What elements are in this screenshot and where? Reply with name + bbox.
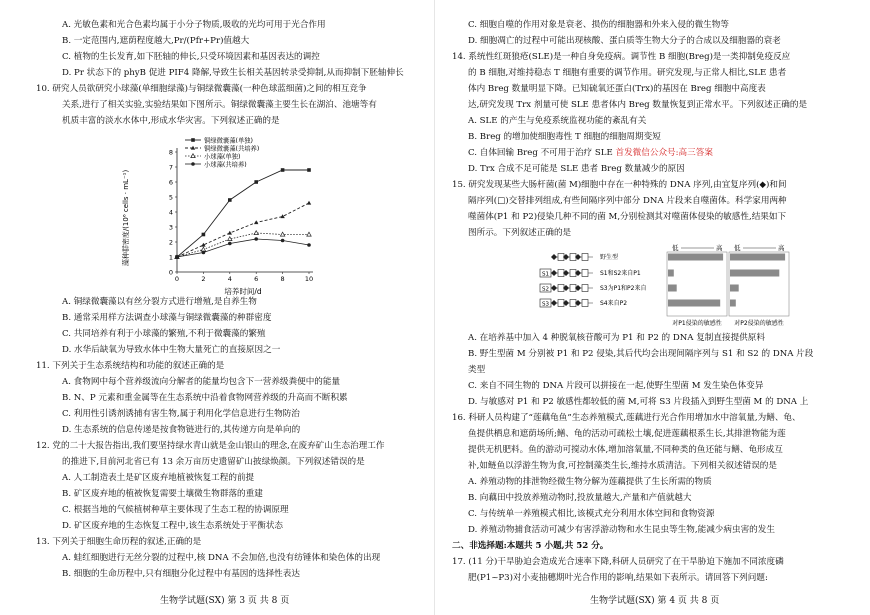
q10-stem-2: 关系,进行了相关实验,实验结果如下图所示。铜绿微囊藻主要生长在湖泊、池塘等有 xyxy=(62,100,377,110)
data-point xyxy=(228,198,232,202)
panel-title: 对P2侵染的敏感性 xyxy=(734,320,784,327)
data-point xyxy=(307,232,311,236)
fig15-row-label: 野生型 xyxy=(600,254,619,262)
data-point xyxy=(281,168,285,172)
spacer-box xyxy=(582,300,588,307)
q15-option-b: B. 野生型菌 M 分别被 P1 和 P2 侵染,其后代均会出现间隔序列与 S1 和 S2 的 DNA 片段 xyxy=(468,349,814,359)
q15-stem-3: 噬菌体(P1 和 P2)侵染几种不同的菌 M,分别检测其对噬菌体侵染的敏感性,结果如下 xyxy=(468,212,787,222)
section-heading: 二、非选择题:本题共 5 小题,共 52 分。 xyxy=(452,541,609,551)
legend-marker xyxy=(191,138,195,142)
q9-option-c: C. 植物的生长发育,如下胚轴的伸长,只受环境因素和基因表达的调控 xyxy=(62,52,320,62)
left-page xyxy=(0,0,425,615)
q10-option-a: A. 铜绿微囊藻以有丝分裂方式进行增殖,是自养生物 xyxy=(62,297,257,307)
q15-option-b-cont: 类型 xyxy=(468,365,486,375)
repeat-diamond xyxy=(551,254,557,260)
q11-option-c: C. 利用性引诱剂诱捕有害生物,属于利用化学信息进行生物防治 xyxy=(62,409,300,419)
q15-stem-4: 图所示。下列叙述正确的是 xyxy=(468,228,572,238)
data-point xyxy=(307,201,311,205)
y-tick-label: 4 xyxy=(168,208,173,217)
chart-xlabel: 培养时间/d xyxy=(224,287,262,296)
q15-figure xyxy=(540,244,785,330)
q10-stem-1: 10. 研究人员欲研究小球藻(单细胞绿藻)与铜绿微囊藻(一种色球蓝细菌)之间的相互竞争 xyxy=(36,84,367,94)
p1-sensitivity-bar xyxy=(668,270,674,277)
q13-option-d: D. 细胞凋亡的过程中可能出现核酸、蛋白质等生物大分子的合成以及细胞器的衰老 xyxy=(468,36,781,46)
q12-stem-1: 12. 党的二十大报告指出,我们要坚持绿水青山就是金山银山的理念,在废弃矿山生态治理工作 xyxy=(36,441,385,451)
data-point xyxy=(281,239,285,243)
q10-option-c: C. 共同培养有利于小球藻的繁殖,不利于微囊藻的繁殖 xyxy=(62,329,266,339)
y-tick-label: 6 xyxy=(168,178,173,187)
q14-stem-4: 达,研究发现 Trx 剂量可使 SLE 患者体内 Breg 数量恢复到正常水平。下列叙述正确的是 xyxy=(468,100,808,110)
q13-option-b: B. 细胞的生命历程中,只有细胞分化过程中有基因的选择性表达 xyxy=(62,569,300,579)
q16-stem-4: 补,如鲢鱼以浮游生物为食,可控制藻类生长,维持水质清洁。下列相关叙述错误的是 xyxy=(468,461,777,471)
q11-stem: 11. 下列关于生态系统结构和功能的叙述正确的是 xyxy=(36,361,225,371)
q15-stem-2: 隔序列(□)交替排列组成,有些间隔序列中部分 DNA 片段来自噬菌体。科学家用两种 xyxy=(468,196,787,206)
q13-option-c: C. 细胞自噬的作用对象是衰老、损伤的细胞器和外来入侵的微生物等 xyxy=(468,20,729,30)
q16-option-b: B. 向藕田中投放养殖动物时,投放量越大,产量和产值就越大 xyxy=(468,493,692,503)
x-tick-label: 0 xyxy=(174,275,180,283)
panel-title: 对P1侵染的敏感性 xyxy=(672,320,722,327)
x-tick-label: 6 xyxy=(254,275,259,283)
y-tick-label: 8 xyxy=(168,148,173,157)
q16-stem-2: 鱼提供栖息和遮荫场所;鳝、龟的活动可疏松土壤,促进莲藕根系生长,其排泄物能为莲 xyxy=(468,429,786,439)
data-point xyxy=(307,243,311,247)
x-tick-label: 10 xyxy=(304,275,314,283)
repeat-diamond xyxy=(551,285,557,291)
data-point xyxy=(254,231,258,235)
q9-option-a: A. 光敏色素和光合色素均属于小分子物质,吸收的光均可用于光合作用 xyxy=(62,20,326,30)
spacer-box xyxy=(582,285,588,292)
q15-option-d: D. 与敏感对 P1 和 P2 敏感性都较低的菌 M,可将 S3 片段插入到野生型菌 M 的 DNA 上 xyxy=(468,397,809,407)
repeat-diamond xyxy=(551,270,557,276)
q14-option-d: D. Trx 合成不足可能是 SLE 患者 Breg 数量减少的原因 xyxy=(468,164,685,174)
q14-option-c-text: C. 自体回输 Breg 不可用于治疗 SLE xyxy=(468,148,613,158)
q14-option-b: B. Breg 的增加使细胞毒性 T 细胞的细胞周期变短 xyxy=(468,132,661,142)
q14-stem-3: 体内 Breg 数量明显下降。已知硫氧还蛋白(Trx)的基因在 Breg 细胞中高度表 xyxy=(468,84,766,94)
p1-sensitivity-bar xyxy=(668,254,723,261)
repeat-diamond xyxy=(551,300,557,306)
q10-option-b: B. 通常采用样方法调查小球藻与铜绿微囊藻的种群密度 xyxy=(62,313,272,323)
x-tick-label: 4 xyxy=(227,275,232,283)
q15-stem-1: 15. 研究发现某些大肠杆菌(菌 M)细胞中存在一种特殊的 DNA 序列,由宜复序列(◆)和间 xyxy=(452,180,787,190)
legend-label: 铜绿微囊藻(共培养) xyxy=(204,145,260,153)
q12-option-d: D. 矿区废弃地的生态恢复工程中,该生态系统处于平衡状态 xyxy=(62,521,284,531)
q12-option-c: C. 根据当地的气候植树种草主要体现了生态工程的协调原理 xyxy=(62,505,289,515)
series-line xyxy=(177,203,309,257)
q11-option-d: D. 生态系统的信息传递是按食物链进行的,其传递方向是单向的 xyxy=(62,425,301,435)
scale-high-label: 高 xyxy=(716,244,723,252)
scale-high-label: 高 xyxy=(778,244,785,252)
data-point xyxy=(254,237,258,241)
spacer-tag: S3 xyxy=(542,301,549,308)
fig15-row-label: S1和S2来自P1 xyxy=(600,270,641,278)
p2-sensitivity-bar xyxy=(730,285,739,292)
data-point xyxy=(307,168,311,172)
q10-stem-3: 机质丰富的淡水水体中,形成水华灾害。下列叙述正确的是 xyxy=(62,116,280,126)
x-tick-label: 2 xyxy=(201,275,206,283)
q16-stem-3: 提供无机肥料。鱼的游动可搅动水体,增加溶氧量,不同种类的鱼还能与鳝、龟形成互 xyxy=(468,445,783,455)
data-point xyxy=(201,247,205,251)
q12-stem-2: 的推进下,目前河北省已有 13 余万亩历史遗留矿山披绿焕颜。下列叙述错误的是 xyxy=(62,457,365,467)
legend-marker xyxy=(191,162,195,166)
fig15-row-label: S4来自P2 xyxy=(600,300,628,308)
x-tick-label: 8 xyxy=(280,275,285,283)
data-point xyxy=(175,255,179,259)
q15-option-c: C. 来自不同生物的 DNA 片段可以拼接在一起,使野生型菌 M 发生染色体变异 xyxy=(468,381,764,391)
scale-low-label: 低 xyxy=(734,244,741,252)
sensitivity-panel xyxy=(729,252,789,316)
growth-chart xyxy=(105,132,335,302)
legend-label: 铜绿微囊藻(单独) xyxy=(204,137,253,145)
q16-option-d: D. 养殖动物捕食活动可减少有害浮游动物和水生昆虫等生物,能减少病虫害的发生 xyxy=(468,525,775,535)
q17-stem-1: 17. (11 分)干旱胁迫会造成光合速率下降,科研人员研究了在干旱胁迫下施加不同浓度磷 xyxy=(452,557,784,567)
q9-option-d: D. Pr 状态下的 phyB 促进 PIF4 降解,导致生长相关基因转录受抑制,从而抑制下胚轴伸长 xyxy=(62,68,404,78)
data-point xyxy=(228,231,232,235)
q11-option-b: B. N、P 元素和重金属等在生态系统中沿着食物网营养级的升高而不断积累 xyxy=(62,393,348,403)
p2-sensitivity-bar xyxy=(730,254,785,261)
data-point xyxy=(202,233,206,237)
chart-ylabel: 藻种群密度/(10⁶ cells · mL⁻¹) xyxy=(122,169,130,267)
legend-label: 小球藻(单独) xyxy=(204,153,241,161)
y-tick-label: 7 xyxy=(168,163,173,172)
right-page-footer: 生物学试题(SX) 第 4 页 共 8 页 xyxy=(590,596,720,606)
data-point xyxy=(254,180,258,184)
fig15-row-label: S3为P1和P2来自 xyxy=(600,285,647,293)
data-point xyxy=(202,251,206,255)
q16-stem-1: 16. 科研人员构建了“莲藕龟鱼”生态养殖模式,莲藕进行光合作用增加水中溶氧量,为鳝、龟、 xyxy=(452,413,801,423)
q16-option-c: C. 与传统单一养殖模式相比,该模式充分利用水体空间和食物资源 xyxy=(468,509,715,519)
q12-option-b: B. 矿区废弃地的植被恢复需要土壤微生物群落的重建 xyxy=(62,489,263,499)
q17-stem-2: 肥(P1~P3)对小麦抽穗期叶光合作用的影响,结果如下表所示。请回答下列问题: xyxy=(468,573,768,583)
q14-stem-2: 的 B 细胞,对维持稳态 T 细胞有重要的调节作用。研究发现,与正常人相比,SLE 患者 xyxy=(468,68,787,78)
legend-label: 小球藻(共培养) xyxy=(204,161,247,169)
watermark-text: 首发微信公众号:高三答案 xyxy=(615,148,713,158)
y-tick-label: 3 xyxy=(168,223,173,232)
y-tick-label: 0 xyxy=(168,268,173,277)
data-point xyxy=(280,232,284,236)
q9-option-b: B. 一定范围内,遮荫程度越大,Pr/(Pfr+Pr)值越大 xyxy=(62,36,250,46)
spacer-tag: S1 xyxy=(542,271,549,278)
right-page xyxy=(440,0,865,615)
q14-option-c xyxy=(468,148,713,159)
spacer-box xyxy=(582,254,588,261)
p2-sensitivity-bar xyxy=(730,270,779,277)
q14-option-a: A. SLE 的产生与免疫系统监视功能的紊乱有关 xyxy=(468,116,647,126)
spacer-box xyxy=(582,270,588,277)
p1-sensitivity-bar xyxy=(668,285,677,292)
data-point xyxy=(228,242,232,246)
q13-stem: 13. 下列关于细胞生命历程的叙述,正确的是 xyxy=(36,537,202,547)
q14-stem-1: 14. 系统性红斑狼疮(SLE)是一种自身免疫病。调节性 B 细胞(Breg)是一类抑制免疫反应 xyxy=(452,52,791,62)
q13-option-a: A. 蛙红细胞进行无丝分裂的过程中,核 DNA 不会加倍,也没有纺锤体和染色体的出现 xyxy=(62,553,381,563)
q10-option-d: D. 水华后缺氧为导致水体中生物大量死亡的直接原因之一 xyxy=(62,345,281,355)
p2-sensitivity-bar xyxy=(730,300,736,307)
q16-option-a: A. 养殖动物的排泄物经微生物分解为莲藕提供了生长所需的物质 xyxy=(468,477,712,487)
spacer-tag: S2 xyxy=(542,286,549,293)
y-tick-label: 1 xyxy=(168,253,173,262)
scale-low-label: 低 xyxy=(672,244,679,252)
page-divider xyxy=(434,0,435,615)
y-tick-label: 5 xyxy=(168,193,173,202)
q15-option-a: A. 在培养基中加入 4 种脱氧核苷酸可为 P1 和 P2 的 DNA 复制直接提供原料 xyxy=(468,333,765,343)
p1-sensitivity-bar xyxy=(668,300,720,307)
left-page-footer: 生物学试题(SX) 第 3 页 共 8 页 xyxy=(160,596,290,606)
y-tick-label: 2 xyxy=(168,238,173,247)
q11-option-a: A. 食物网中每个营养级流向分解者的能量均包含下一营养级粪便中的能量 xyxy=(62,377,341,387)
q12-option-a: A. 人工制造表土是矿区废弃地植被恢复工程的前提 xyxy=(62,473,255,483)
